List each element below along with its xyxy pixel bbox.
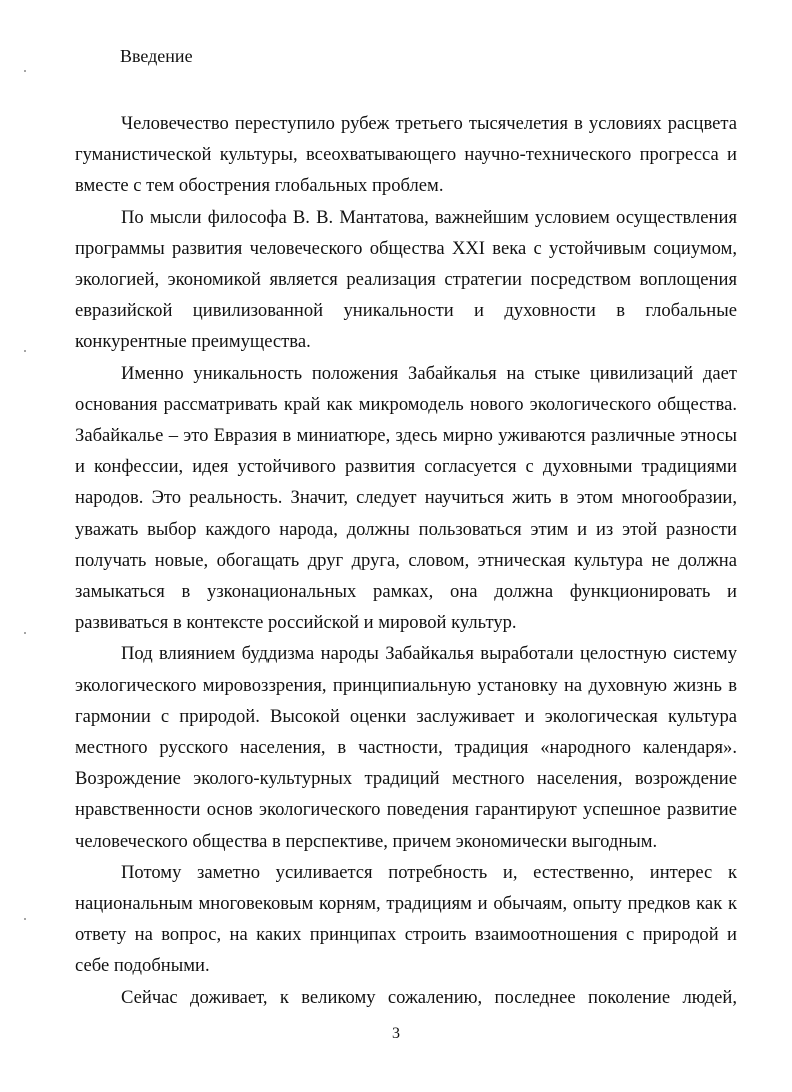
scan-dot — [24, 350, 26, 352]
scan-dot — [24, 70, 26, 72]
scan-dot — [24, 918, 26, 920]
page-number: 3 — [392, 1025, 400, 1042]
paragraph: Потому заметно усиливается потребность и, естественно, интерес к национальным многовековым корням, традициям и обычаям, опыту предков как к ответу на вопрос, на каких принципах строить взаимоотношения с природой и себе подобными. — [75, 861, 737, 977]
paragraph: Сейчас доживает, к великому сожалению, последнее поколение людей, — [121, 986, 737, 1008]
paragraph: Человечество переступило рубеж третьего тысячелетия в условиях расцвета гуманистической культуры, всеохватывающего научно-технического прогресса и вместе с тем обострения глобальных проблем. — [75, 113, 737, 197]
body-text — [75, 108, 737, 1013]
scan-dot — [24, 632, 26, 634]
section-heading: Введение — [120, 46, 193, 66]
paragraph: Именно уникальность положения Забайкалья на стыке цивилизаций дает основания рассматривать край как микромодель нового экологического общества. Забайкалье – это Евразия в миниатюре, здесь мирно уживаются различные этносы и конфессии, идея устойчивого развития согласуется с духовными традициями народов. Это реальность. Значит, следует научиться жить в этом многообразии, уважать выбор каждого народа, должны пользоваться этим и из этой разности получать новые, обогащать друг друга, словом, этническая культура не должна замыкаться в узконациональных рамках, она должна функционировать и развиваться в контексте российской и мировой культур. — [75, 362, 737, 634]
paragraph: По мысли философа В. В. Мантатова, важнейшим условием осуществления программы развития человеческого общества XXI века с устойчивым социумом, экологией, экономикой является реализация стратегии посредством воплощения евразийской цивилизованной уникальности и духовности в глобальные конкурентные преимущества. — [75, 206, 737, 353]
paragraph: Под влиянием буддизма народы Забайкалья выработали целостную систему экологического мировоззрения, принципиальную установку на духовную жизнь в гармонии с природой. Высокой оценки заслуживает и экологическая культура местного русского населения, в частности, традиция «народного календаря». Возрождение эколого-культурных традиций местного населения, возрождение нравственности основ экологического поведения гарантируют успешное развитие человеческого общества в перспективе, причем экономически выгодным. — [75, 643, 737, 852]
